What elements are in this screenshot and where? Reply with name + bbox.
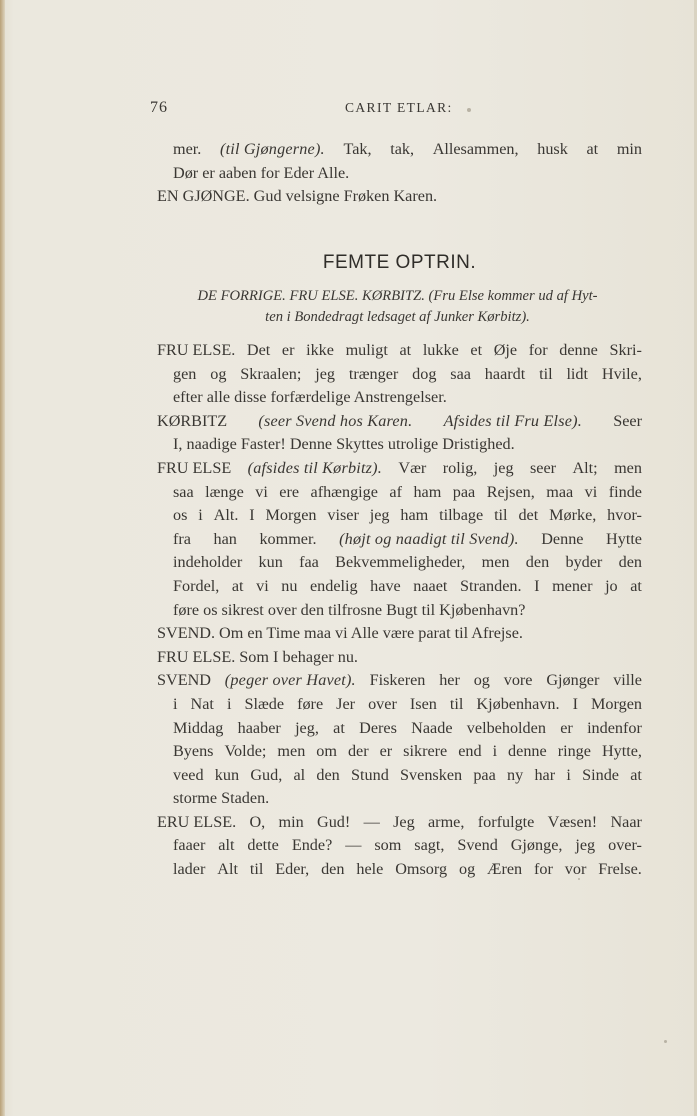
word: rolig,	[442, 458, 478, 477]
paper-speck	[578, 878, 580, 880]
word: i	[198, 506, 203, 525]
word: at	[333, 718, 345, 737]
word: føre	[297, 694, 324, 713]
word: FRU ELSE. Som I behager nu.	[157, 647, 358, 666]
word: veed	[173, 765, 204, 784]
word: mer.	[173, 140, 202, 158]
text-line	[157, 717, 642, 741]
word: tak,	[390, 140, 415, 158]
page-binding-edge	[0, 0, 5, 1116]
word: her	[439, 671, 460, 690]
running-head: CARIT ETLAR:	[345, 100, 453, 115]
word: kommer.	[259, 529, 317, 548]
word: i	[566, 765, 571, 784]
paper-speck	[664, 1040, 667, 1043]
word: Alt.	[213, 506, 239, 525]
word: til	[539, 364, 553, 383]
stage-note: (til Gjøngerne).	[219, 140, 325, 158]
word: Seer	[613, 411, 642, 430]
word: Jer	[336, 694, 356, 713]
word: Skri-	[609, 341, 642, 359]
word: velbeholden	[466, 718, 546, 737]
word: og	[473, 671, 490, 690]
word: have	[370, 576, 401, 595]
word: seer	[529, 458, 557, 477]
text-line	[157, 787, 642, 811]
word: al	[293, 765, 306, 784]
word: lader	[173, 860, 206, 879]
word: Svend	[457, 836, 498, 855]
word: nu	[281, 576, 298, 595]
stage-note: Afsides til Fru Else).	[443, 411, 582, 430]
word: haaber	[237, 718, 281, 737]
word: dette	[247, 836, 279, 855]
word: men	[481, 553, 510, 572]
word: til	[494, 506, 508, 525]
word: den	[316, 765, 340, 784]
word: EN GJØNGE. Gud velsigne Frøken Karen.	[157, 187, 438, 206]
word: alt	[218, 836, 235, 855]
word: Bekvemmeligheder,	[335, 553, 466, 572]
word: O,	[249, 812, 266, 831]
word: Rejsen,	[486, 482, 535, 501]
word: Mørke,	[549, 506, 597, 525]
word: Denne	[541, 529, 584, 548]
word: Middag	[173, 718, 224, 737]
word: men	[614, 458, 642, 477]
word: kun	[214, 765, 240, 784]
word: saa	[450, 364, 471, 383]
text-line	[157, 481, 642, 505]
word: men	[277, 742, 306, 761]
word: vore	[503, 671, 533, 690]
word: Volde;	[224, 742, 267, 761]
word: til	[249, 860, 264, 879]
text-line	[157, 764, 642, 788]
word: SVEND	[157, 671, 211, 690]
word: indeholder	[173, 553, 243, 572]
word: FRU ELSE	[157, 458, 232, 477]
word: er	[281, 341, 295, 359]
word: min	[616, 140, 642, 158]
word: os	[173, 506, 188, 525]
word: viser	[327, 506, 359, 525]
word: lukke	[422, 341, 459, 359]
word: Stranden.	[459, 576, 522, 595]
text-line	[157, 599, 642, 623]
scene-heading: FEMTE OPTRIN.	[322, 252, 477, 273]
word: finde	[608, 482, 642, 501]
word: jeg	[575, 836, 596, 855]
text-line	[157, 185, 642, 209]
word: Ende?	[291, 836, 333, 855]
word: Eder,	[275, 860, 310, 879]
word: føre os sikrest over den tilfrosne Bugt til Kjøbenhavn?	[173, 600, 526, 619]
word: Frelse.	[598, 860, 642, 879]
text-line	[157, 386, 642, 410]
word: end	[458, 742, 482, 761]
word: Svensken	[400, 765, 463, 784]
text-line	[157, 162, 642, 186]
word: et	[470, 341, 483, 359]
word: maa	[546, 482, 574, 501]
word: det	[518, 506, 539, 525]
stage-direction-line: DE FORRIGE. FRU ELSE. KØRBITZ. (Fru Else kommer ud af Hyt-	[197, 288, 598, 304]
word: Øje	[493, 341, 518, 359]
text-line	[157, 622, 642, 646]
word: Allesammen,	[432, 140, 519, 158]
word: af	[389, 482, 402, 501]
word: Skraalen;	[240, 364, 302, 383]
text-line	[157, 363, 642, 387]
word: over-	[608, 836, 642, 855]
word: ham	[400, 506, 429, 525]
word: Naade	[411, 718, 453, 737]
stage-note: (højt og naadigt til Svend).	[339, 529, 519, 548]
text-block-top	[157, 138, 642, 209]
word: Gjønge,	[510, 836, 563, 855]
word: Gud,	[250, 765, 283, 784]
word: afhængige	[310, 482, 378, 501]
word: jeg	[369, 506, 390, 525]
word: haardt	[484, 364, 526, 383]
word: den	[321, 860, 345, 879]
word: Naar	[610, 812, 642, 831]
word: jo	[605, 576, 618, 595]
word: SVEND. Om en Time maa vi Alle være parat til Afrejse.	[157, 624, 523, 643]
word: Nat	[190, 694, 214, 713]
word: —	[345, 836, 362, 855]
word: Fiskeren	[369, 671, 426, 690]
text-line	[157, 138, 642, 162]
word: min	[278, 812, 304, 831]
word: Gud!	[317, 812, 351, 831]
text-line	[157, 410, 642, 434]
word: jeg	[315, 364, 336, 383]
word: at	[399, 341, 412, 359]
word: har	[534, 765, 556, 784]
word: Omsorg	[395, 860, 448, 879]
text-block-main	[157, 339, 642, 882]
word: som	[374, 836, 402, 855]
word: sagt,	[414, 836, 445, 855]
word: den	[525, 553, 550, 572]
word: faaer	[173, 836, 206, 855]
word: naaet	[413, 576, 448, 595]
stage-direction-line: ten i Bondedragt ledsaget af Junker Kørbitz).	[265, 309, 530, 325]
word: vi	[584, 482, 598, 501]
word: Dør er aaben for Eder Alle.	[173, 163, 350, 182]
word: i	[226, 694, 232, 713]
word: jeg,	[295, 718, 319, 737]
word: mener	[552, 576, 593, 595]
word: paa	[473, 765, 496, 784]
text-line	[157, 551, 642, 575]
word: er	[379, 742, 393, 761]
word: denne	[508, 742, 547, 761]
word: Morgen	[591, 694, 642, 713]
word: saa	[173, 482, 194, 501]
word: I, naadige Faster! Denne Skyttes utrolige Dristighed.	[173, 435, 515, 454]
text-line	[157, 740, 642, 764]
word: Deres	[359, 718, 397, 737]
word: at	[231, 576, 244, 595]
word: Slæde	[244, 694, 285, 713]
word: over	[368, 694, 397, 713]
word: Hvile,	[601, 364, 642, 383]
word: I	[534, 576, 540, 595]
word: Vær	[398, 458, 427, 477]
word: at	[630, 576, 642, 595]
stage-note: (seer Svend hos Karen.	[258, 411, 413, 430]
word: —	[363, 812, 380, 831]
word: kun	[258, 553, 283, 572]
stage-note: (peger over Havet).	[224, 671, 356, 690]
word: I	[572, 694, 578, 713]
word: at	[630, 765, 642, 784]
word: Fordel,	[173, 576, 220, 595]
text-line	[157, 646, 642, 670]
word: for	[528, 341, 548, 359]
word: den	[618, 553, 642, 572]
word: Alt;	[572, 458, 598, 477]
stage-note: (afsides til Kørbitz).	[247, 458, 382, 477]
word: byder	[565, 553, 603, 572]
word: dog	[412, 364, 437, 383]
word: trænger	[348, 364, 399, 383]
word: fra	[173, 529, 191, 548]
word: husk	[537, 140, 568, 158]
paper-speck	[467, 108, 471, 112]
word: Hytte	[606, 529, 642, 548]
text-line	[157, 858, 642, 882]
word: gen	[173, 364, 197, 383]
word: han	[213, 529, 237, 548]
text-line	[157, 433, 642, 457]
word: sikrere	[403, 742, 448, 761]
word: at	[586, 140, 599, 158]
word: Isen	[409, 694, 437, 713]
text-line	[157, 669, 642, 693]
word: ringe	[557, 742, 591, 761]
word: ere	[279, 482, 300, 501]
word: Stund	[351, 765, 389, 784]
word: storme Staden.	[173, 789, 270, 808]
text-line	[157, 575, 642, 599]
word: ikke	[306, 341, 334, 359]
word: i	[173, 694, 178, 713]
page-number: 76	[150, 99, 168, 116]
word: Væsen!	[547, 812, 598, 831]
word: indenfor	[587, 718, 642, 737]
text-line	[157, 693, 642, 717]
word: og	[210, 364, 227, 383]
text-line	[157, 457, 642, 481]
word: paa	[452, 482, 476, 501]
word: Jeg	[393, 812, 415, 831]
word: denne	[559, 341, 598, 359]
word: Gjønger	[546, 671, 600, 690]
text-line	[157, 528, 642, 552]
word: muligt	[345, 341, 388, 359]
word: arme,	[428, 812, 465, 831]
word: forfulgte	[477, 812, 535, 831]
word: er	[560, 718, 573, 737]
word: vi	[256, 576, 269, 595]
word: FRU ELSE.	[157, 341, 236, 359]
text-line	[157, 504, 642, 528]
word: KØRBITZ	[157, 411, 228, 430]
word: hvor-	[607, 506, 642, 525]
word: Tak,	[343, 140, 372, 158]
word: endelig	[309, 576, 358, 595]
word: Det	[246, 341, 271, 359]
word: vor	[564, 860, 587, 879]
word: der	[347, 742, 369, 761]
word: vi	[255, 482, 268, 501]
text-line	[157, 811, 642, 835]
word: Sinde	[582, 765, 619, 784]
page-header	[150, 99, 640, 123]
word: Byens	[173, 742, 214, 761]
word: tilbage	[439, 506, 484, 525]
word: for	[534, 860, 553, 879]
word: lidt	[566, 364, 589, 383]
word: Kjøbenhavn.	[476, 694, 560, 713]
stage-direction	[150, 286, 645, 328]
word: Morgen	[265, 506, 317, 525]
text-line	[157, 339, 642, 363]
word: ny	[507, 765, 524, 784]
word: jeg	[493, 458, 514, 477]
word: Æren	[487, 860, 523, 879]
word: faa	[299, 553, 319, 572]
word: I	[249, 506, 255, 525]
word: og	[458, 860, 476, 879]
word: i	[492, 742, 498, 761]
word: Alt	[217, 860, 238, 879]
word: hele	[356, 860, 384, 879]
word: til	[449, 694, 464, 713]
word: Hytte,	[601, 742, 642, 761]
word: ERU ELSE.	[157, 812, 237, 831]
word: længe	[205, 482, 244, 501]
word: om	[316, 742, 337, 761]
word: ham	[413, 482, 442, 501]
word: efter alle disse forfærdelige Anstrengelser.	[173, 388, 447, 407]
text-line	[157, 834, 642, 858]
word: ville	[613, 671, 642, 690]
